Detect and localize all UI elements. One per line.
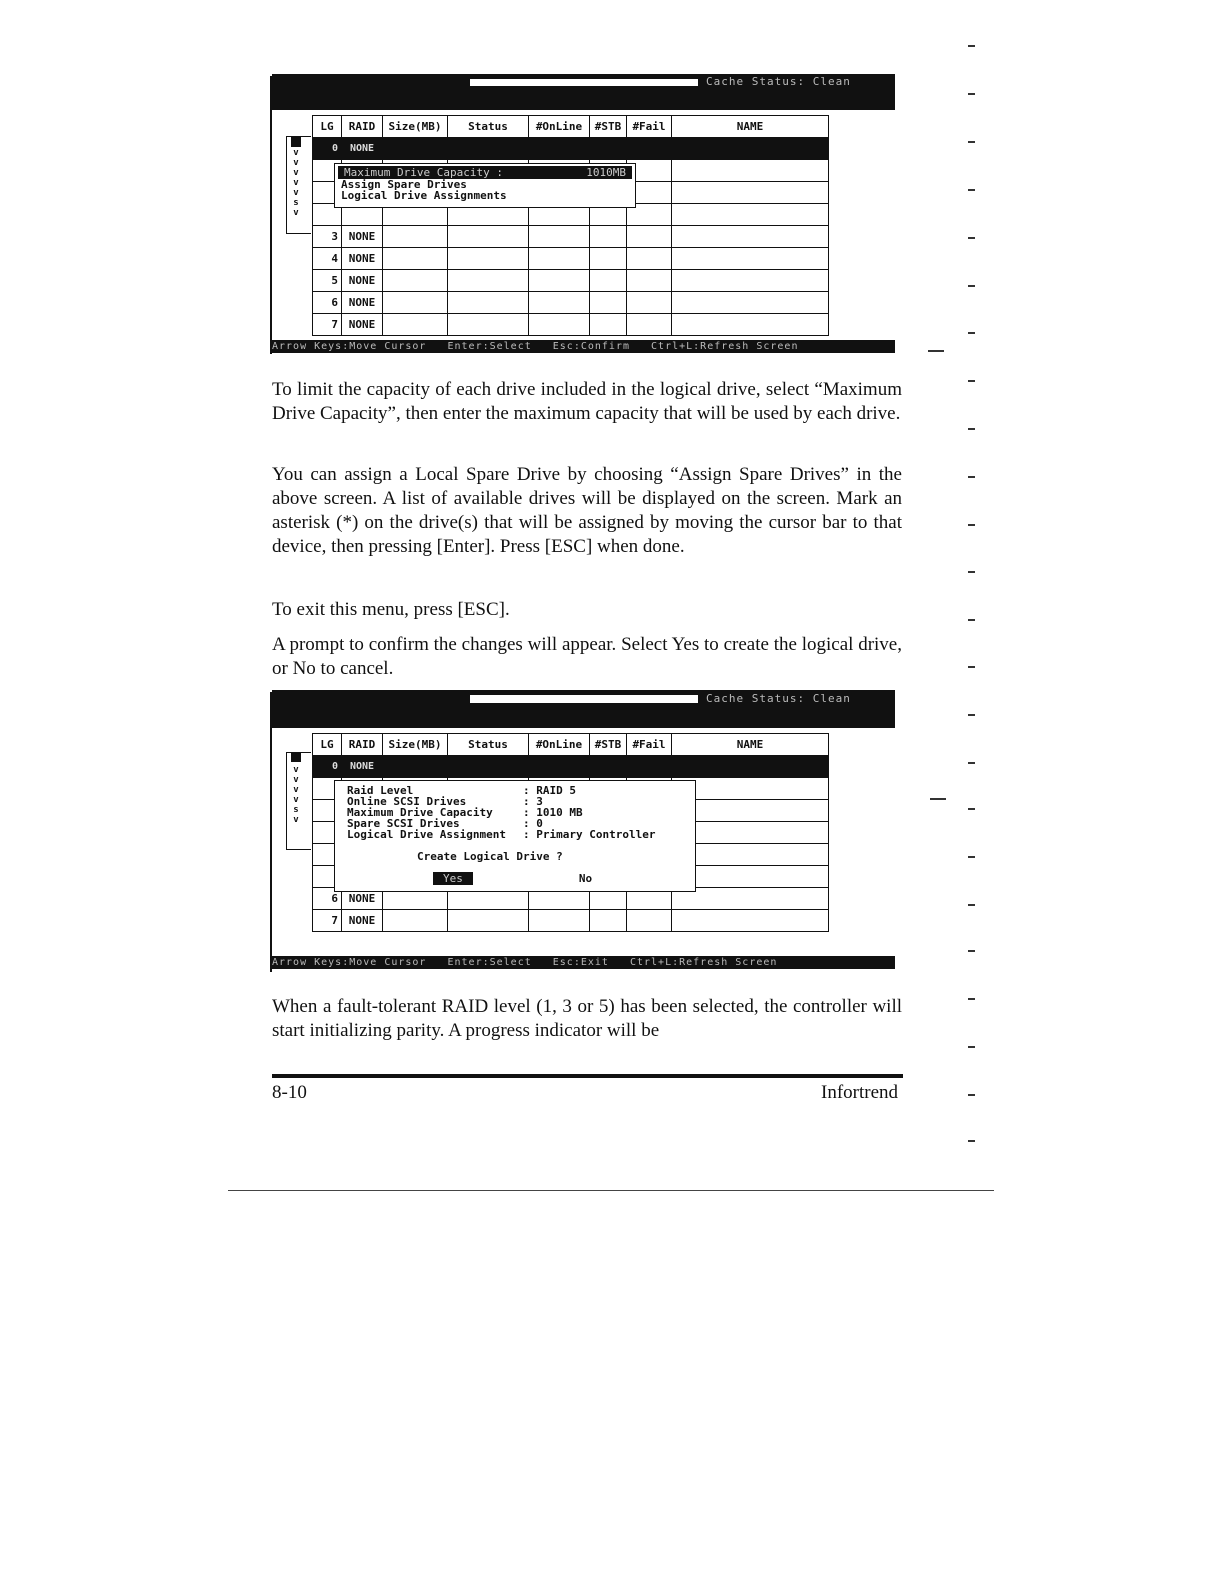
side-option[interactable]: s [293, 198, 299, 208]
side-option[interactable]: v [293, 795, 299, 805]
table-row-selected[interactable]: 0 NONE [313, 756, 829, 778]
margin-mark [968, 380, 975, 382]
table-row[interactable]: 3 NONE [313, 226, 829, 248]
summary-raid-level: Raid Level : RAID 5 [347, 784, 576, 797]
side-option[interactable]: s [293, 805, 299, 815]
header-status: Status [448, 734, 529, 756]
margin-mark [968, 904, 975, 906]
side-option[interactable]: v [293, 188, 299, 198]
side-option[interactable]: v [293, 208, 299, 218]
header-size: Size(MB) [383, 116, 448, 138]
create-logical-drive-prompt: Create Logical Drive ? [417, 850, 563, 863]
table-row[interactable]: 7 NONE [313, 314, 829, 336]
no-button[interactable]: No [578, 872, 593, 885]
header-size: Size(MB) [383, 734, 448, 756]
table-row[interactable]: 7 NONE [313, 910, 829, 932]
table-header [313, 734, 829, 756]
screen-2-confirm-dialog [334, 780, 696, 892]
summary-assignment: Logical Drive Assignment : Primary Controller [347, 828, 656, 841]
side-option[interactable]: v [293, 148, 299, 158]
table-header [313, 116, 829, 138]
header-fail: #Fail [627, 734, 672, 756]
margin-mark [968, 428, 975, 430]
margin-mark [968, 476, 975, 478]
header-stb: #STB [590, 116, 627, 138]
header-online: #OnLine [529, 734, 590, 756]
margin-mark [968, 998, 975, 1000]
paragraph-fault-tolerant: When a fault-tolerant RAID level (1, 3 or 5) has been selected, the controller will start initializing parity. A progress indicator will be [272, 996, 902, 1041]
side-option[interactable]: v [293, 168, 299, 178]
paragraph-maximum-capacity: To limit the capacity of each drive included in the logical drive, select “Maximum Drive Capacity”, then enter the maximum capacity that will be used by each drive. [272, 379, 902, 424]
screen-2-help-bar: Arrow Keys:Move Cursor Enter:Select Esc:Exit Ctrl+L:Refresh Screen [272, 956, 895, 969]
margin-mark [968, 141, 975, 143]
confirm-buttons [347, 872, 695, 885]
header-lg: LG [313, 116, 342, 138]
margin-mark [968, 950, 975, 952]
header-name: NAME [672, 116, 829, 138]
scan-edge-line [228, 1190, 994, 1191]
side-option[interactable]: v [293, 765, 299, 775]
margin-mark [968, 332, 975, 334]
paragraph-assign-spare: You can assign a Local Spare Drive by choosing “Assign Spare Drives” in the above screen. A list of available drives will be displayed on the screen. Mark an asterisk (*) on the drive(s) that will be assigned by moving the cursor bar to that device, then pressing [Enter]. Press [ESC] when done. [272, 464, 902, 557]
margin-mark [968, 714, 975, 716]
side-option[interactable]: v [293, 775, 299, 785]
summary-spare-drives: Spare SCSI Drives : 0 [347, 817, 543, 830]
header-status: Status [448, 116, 529, 138]
screen-1-title-field [470, 79, 698, 86]
table-row[interactable]: 6 NONE [313, 888, 829, 910]
margin-mark [968, 808, 975, 810]
page-number: 8-10 [272, 1082, 307, 1103]
side-option[interactable]: v [293, 785, 299, 795]
margin-mark [968, 285, 975, 287]
yes-button[interactable]: Yes [433, 872, 473, 885]
margin-mark [968, 189, 975, 191]
header-raid: RAID [342, 116, 383, 138]
header-name: NAME [672, 734, 829, 756]
screen-2-title-field [470, 695, 698, 703]
screen-1-help-bar: Arrow Keys:Move Cursor Enter:Select Esc:Confirm Ctrl+L:Refresh Screen [272, 340, 895, 353]
table-row[interactable]: 6 NONE [313, 292, 829, 314]
margin-mark [968, 1140, 975, 1142]
margin-mark [968, 1094, 975, 1096]
screen-1-side-selected[interactable] [291, 137, 301, 147]
cell-raid: NONE [342, 138, 383, 160]
table-row[interactable]: 4 NONE [313, 248, 829, 270]
screen-1-cache-status: Cache Status: Clean [706, 75, 851, 88]
margin-mark [928, 350, 944, 352]
margin-mark [968, 524, 975, 526]
margin-mark [968, 45, 975, 47]
paragraph-exit-menu: To exit this menu, press [ESC]. [272, 599, 510, 620]
summary-online-drives: Online SCSI Drives : 3 [347, 795, 543, 808]
margin-mark [968, 237, 975, 239]
menu-item-logical-drive-assignments[interactable]: Logical Drive Assignments [341, 189, 507, 202]
margin-mark [968, 619, 975, 621]
menu-item-assign-spare-drives[interactable]: Assign Spare Drives [341, 178, 467, 191]
screen-1-options-menu [334, 163, 636, 208]
footer-rule [272, 1074, 903, 1078]
paragraph-confirm-prompt: A prompt to confirm the changes will appear. Select Yes to create the logical drive, or No to cancel. [272, 634, 902, 679]
margin-mark [968, 571, 975, 573]
summary-max-capacity: Maximum Drive Capacity : 1010 MB [347, 806, 583, 819]
header-online: #OnLine [529, 116, 590, 138]
margin-mark [968, 856, 975, 858]
header-stb: #STB [590, 734, 627, 756]
cell-lg: 0 [313, 138, 342, 160]
margin-mark [968, 666, 975, 668]
screen-2-cache-status: Cache Status: Clean [706, 692, 851, 705]
side-option[interactable]: v [293, 815, 299, 825]
screen-1-logical-drive-table [312, 115, 829, 336]
screen-2-side-selected[interactable] [291, 752, 301, 762]
margin-mark [968, 1046, 975, 1048]
side-option[interactable]: v [293, 158, 299, 168]
menu-item-maximum-drive-capacity[interactable]: Maximum Drive Capacity : 1010MB [338, 166, 632, 179]
brand-name: Infortrend [821, 1082, 899, 1103]
margin-mark [968, 93, 975, 95]
margin-mark [930, 798, 946, 800]
margin-mark [968, 762, 975, 764]
header-raid: RAID [342, 734, 383, 756]
table-row-selected[interactable] [313, 138, 829, 160]
side-option[interactable]: v [293, 178, 299, 188]
table-row[interactable]: 5 NONE [313, 270, 829, 292]
header-lg: LG [313, 734, 342, 756]
header-fail: #Fail [627, 116, 672, 138]
